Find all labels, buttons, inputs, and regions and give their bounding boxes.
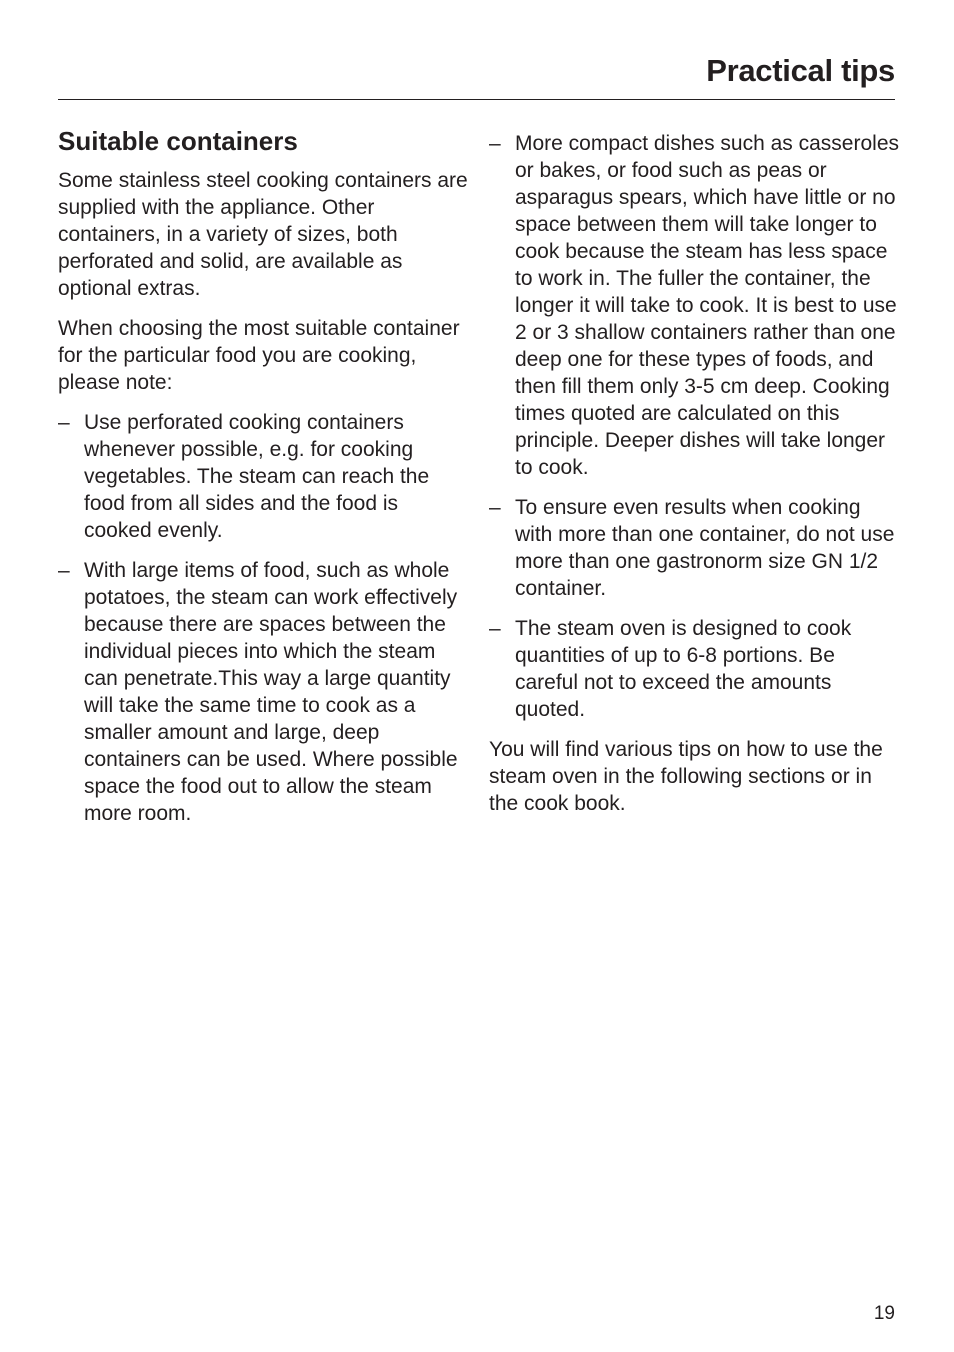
intro-paragraph: Some stainless steel cooking containers are supplied with the appliance. Other containers, in a variety of sizes, both perforated and solid, are available as optional extras. — [58, 169, 468, 300]
page-title: Practical tips — [706, 53, 895, 88]
tips-list-right — [489, 130, 899, 723]
right-column — [489, 130, 899, 830]
list-item — [489, 494, 899, 602]
dash-marker: – — [489, 496, 501, 519]
dash-marker: – — [58, 559, 70, 582]
tips-list-left — [58, 409, 468, 827]
list-item-text: More compact dishes such as casseroles or bakes, or food such as peas or asparagus spears, which have little or no space between them will take longer to cook because the steam has less space to work in. The fuller the container, the longer it will take to cook. It is best to use 2 or 3 shallow containers rather than one deep one for these types of foods, and then fill them only 3-5 cm deep. Cooking times quoted are calculated on this principle. Deeper dishes will take longer to cook. — [515, 132, 899, 479]
list-item — [58, 409, 468, 544]
dash-marker: – — [58, 411, 70, 434]
dash-marker: – — [489, 132, 501, 155]
list-item-text: To ensure even results when cooking with more than one container, do not use more than one gastronorm size GN 1/2 container. — [515, 496, 895, 600]
section-title: Suitable containers — [58, 126, 298, 156]
dash-marker: – — [489, 617, 501, 640]
closing-paragraph: You will find various tips on how to use the steam oven in the following sections or in the cook book. — [489, 738, 883, 815]
list-item-text: With large items of food, such as whole potatoes, the steam can work effectively because there are spaces between the individual pieces into which the steam can penetrate.This way a large quantity will take the same time to cook as a smaller amount and large, deep containers can be used. Where possible space the food out to allow the steam more room. — [84, 559, 458, 825]
list-item — [489, 130, 899, 481]
header-divider — [58, 99, 895, 100]
note-paragraph: When choosing the most suitable container for the particular food you are cooking, please note: — [58, 317, 460, 394]
page-number: 19 — [873, 1303, 895, 1324]
list-item — [58, 557, 468, 827]
list-item — [489, 615, 899, 723]
left-column — [58, 125, 468, 840]
list-item-text: The steam oven is designed to cook quantities of up to 6-8 portions. Be careful not to exceed the amounts quoted. — [515, 617, 852, 721]
list-item-text: Use perforated cooking containers whenever possible, e.g. for cooking vegetables. The steam can reach the food from all sides and the food is cooked evenly. — [84, 411, 430, 542]
